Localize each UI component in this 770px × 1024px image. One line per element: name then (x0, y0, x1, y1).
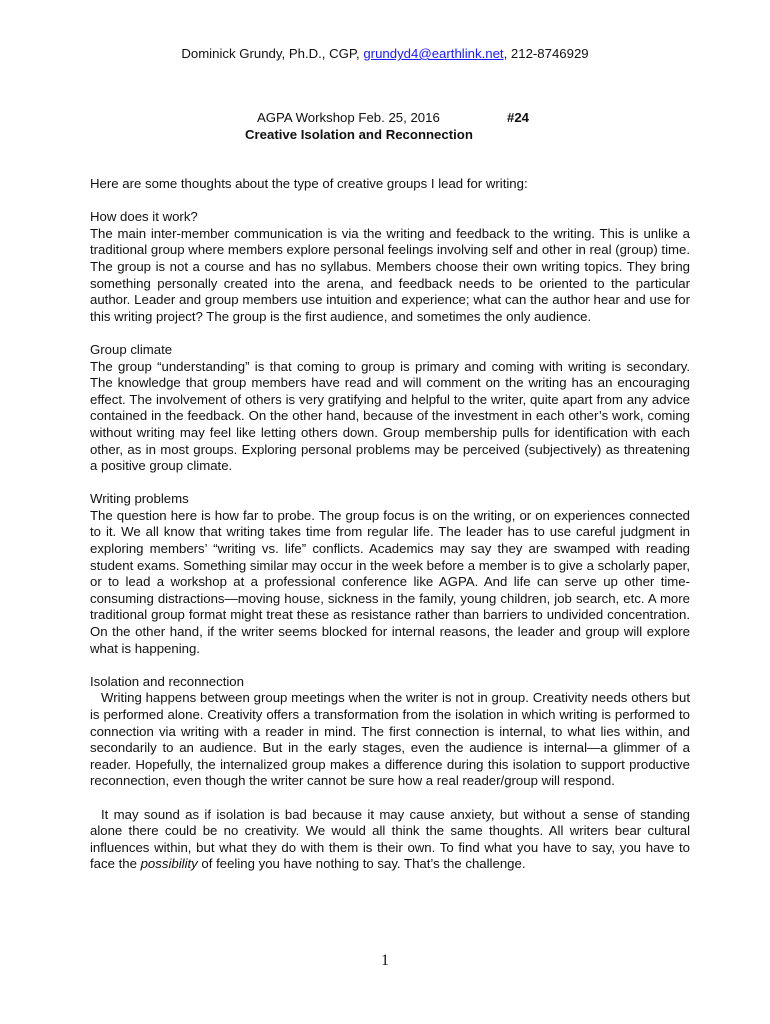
closing-text-start: It may sound as if isolation is bad because it may cause anxiety, but without a sense of standing alone there could be no creativity. We would all think the same thoughts. All writers bear cultural influences within, but what they do with them is their own. To find what you have to say, you have to face the (90, 806, 690, 872)
closing-paragraph (90, 807, 690, 873)
workshop-line: AGPA Workshop Feb. 25, 2016 (257, 110, 440, 125)
section-body-group-climate: The group “understanding” is that coming to group is primary and coming with writing is secondary. The knowledge that group members have read and will comment on the writing has an encouraging effect. The involvement of others is very gratifying and helpful to the writer, quite apart from any advice contained in the feedback. On the other hand, because of the investment in each other’s work, coming without writing may feel like letting others down. Group membership pulls for identification with each other, as in most groups. Exploring personal problems may be perceived (subjectively) as threatening a positive group climate. (90, 358, 690, 474)
document-title: Creative Isolation and Reconnection (245, 127, 473, 142)
workshop-number: #24 (507, 110, 530, 125)
section-body-writing-problems: The question here is how far to probe. The group focus is on the writing, or on experiences connected to it. We all know that writing takes time from regular life. The leader has to use careful judgment in exploring members’ “writing vs. life” conflicts. Academics may say they are swamped with reading student exams. Something similar may occur in the week before a member is to give a scholarly paper, or to lead a workshop at a professional conference like AGPA. And life can serve up other time-consuming distractions—moving house, sickness in the family, young children, job search, etc. A more traditional group format might treat these as resistance rather than barriers to undivided concentration. On the other hand, if the writer seems blocked for internal reasons, the leader and group will explore what is happening. (90, 507, 690, 656)
closing-text-end: of feeling you have nothing to say. That’s the challenge. (197, 856, 526, 872)
section-heading-writing-problems: Writing problems (90, 491, 189, 507)
section-body-isolation: Writing happens between group meetings when the writer is not in group. Creativity needs others but is performed alone. Creativity offers a transformation from the isolation in which writing is performed to connection via writing with a reader in mind. The first connection is internal, to what lies within, and secondarily to an audience. But in the early stages, even the audience is internal—a glimmer of a reader. Hopefully, the internalized group makes a difference during this isolation to support productive reconnection, even though the writer cannot be sure how a real reader/group will respond. (90, 690, 690, 789)
author-header (0, 46, 770, 61)
section-heading-how-it-works: How does it work? (90, 209, 198, 225)
section-body-how-it-works: The main inter-member communication is via the writing and feedback to the writing. This is unlike a traditional group where members explore personal feelings involving self and other in real (group) time. The group is not a course and has no syllabus. Members choose their own writing topics. They bring something personally created into the arena, and feedback needs to be oriented to the particular author. Leader and group members use intuition and experience; what can the author hear and use for this writing project? The group is the first audience, and sometimes the only audience. (90, 225, 690, 324)
document-body (90, 176, 690, 873)
section-heading-group-climate: Group climate (90, 341, 173, 357)
closing-emphasis: possibility (140, 856, 198, 872)
page-number: 1 (381, 952, 389, 969)
section-heading-isolation: Isolation and reconnection (90, 673, 244, 689)
phone-number: , 212-8746929 (503, 46, 589, 61)
intro-paragraph: Here are some thoughts about the type of creative groups I lead for writing: (90, 176, 528, 191)
email-link[interactable]: grundyd4@earthlink.net (363, 46, 504, 61)
author-name: Dominick Grundy, Ph.D., CGP, (181, 46, 364, 61)
